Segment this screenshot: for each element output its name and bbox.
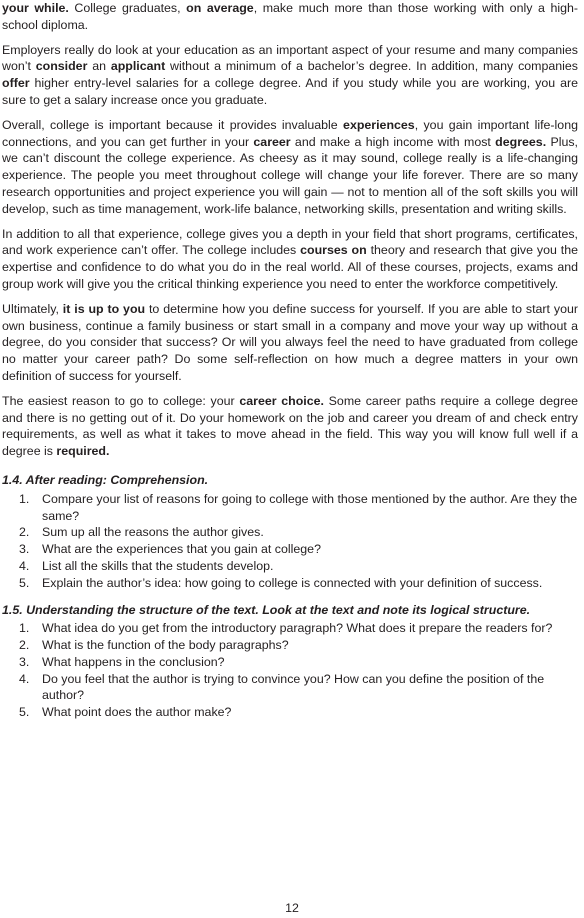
text-run: , make much more than those working with only a high-school diploma. bbox=[2, 1, 579, 32]
structure-questions bbox=[2, 620, 578, 721]
question-text: What are the experiences that you gain at college? bbox=[42, 542, 321, 557]
bold-term: experiences bbox=[343, 117, 415, 132]
structure-heading: 1.5. Understanding the structure of the text. Look at the text and note its logical structure. bbox=[2, 602, 531, 617]
bold-term: on average bbox=[186, 1, 254, 15]
paragraph bbox=[2, 301, 578, 385]
bold-term: your while. bbox=[2, 1, 69, 15]
question-text: Explain the author’s idea: how going to college is connected with your definition of success. bbox=[42, 575, 543, 590]
list-number: 4. bbox=[19, 558, 30, 573]
list-number: 3. bbox=[19, 542, 30, 557]
text-run: without a minimum of a bachelor’s degree. In addition, many companies bbox=[165, 59, 578, 74]
list-number: 1. bbox=[19, 621, 30, 636]
list-item bbox=[2, 671, 578, 705]
text-run: , you gain important life-long connections, and you can get further in your bbox=[2, 117, 578, 149]
text-run: In addition to all that experience, college gives you a depth in your field that short programs, certificates, and work experience can’t offer. The college includes bbox=[2, 226, 578, 258]
list-number: 5. bbox=[19, 575, 30, 590]
bold-term: required. bbox=[56, 444, 110, 459]
text-run: theory and research that give you the expertise and confidence to do what you do in the real world. All of these courses, projects, exams and group work will give you the critical thinking experience you need to enter the workforce competitively. bbox=[2, 243, 578, 291]
list-number: 4. bbox=[19, 671, 30, 686]
list-item bbox=[2, 491, 578, 525]
list-number: 2. bbox=[19, 525, 30, 540]
bold-term: consider bbox=[35, 59, 88, 74]
page-number: 12 bbox=[285, 901, 299, 915]
paragraph bbox=[2, 226, 578, 293]
list-number: 1. bbox=[19, 491, 30, 506]
question-text: What idea do you get from the introductory paragraph? What does it prepare the readers for? bbox=[42, 621, 553, 636]
bold-term: career bbox=[253, 134, 291, 149]
paragraph bbox=[2, 393, 578, 460]
text-run: an bbox=[87, 59, 111, 74]
body-text bbox=[2, 0, 578, 460]
list-number: 3. bbox=[19, 654, 30, 669]
text-run: Plus, we can’t discount the college experience. As cheesy as it may sound, college really is a life-changing experience. The people you meet throughout college will change your life forever. There are so many research opportunities and project experience you will gain — not to mention all of the soft skills you will develop, such as time management, work-life balance, networking skills, presentation and writing skills. bbox=[2, 134, 578, 216]
structure-section bbox=[2, 602, 578, 722]
list-item bbox=[2, 575, 578, 592]
bold-term: offer bbox=[2, 76, 30, 91]
bold-term: applicant bbox=[110, 59, 166, 74]
question-text: List all the skills that the students develop. bbox=[42, 558, 274, 573]
list-item bbox=[2, 637, 578, 654]
list-item bbox=[2, 524, 578, 541]
document-page bbox=[2, 0, 578, 721]
question-text: What point does the author make? bbox=[42, 705, 232, 720]
question-text: Do you feel that the author is trying to convince you? How can you define the position of the author? bbox=[42, 671, 545, 703]
comprehension-questions bbox=[2, 491, 578, 592]
text-run: and make a high income with most bbox=[290, 134, 496, 149]
list-item bbox=[2, 704, 578, 721]
bold-term: career choice. bbox=[239, 393, 324, 408]
comprehension-section bbox=[2, 472, 578, 592]
text-run: Overall, college is important because it provides invaluable bbox=[2, 117, 344, 132]
question-text: What is the function of the body paragraphs? bbox=[42, 638, 289, 653]
paragraph bbox=[2, 0, 578, 34]
paragraph bbox=[2, 117, 578, 218]
paragraph bbox=[2, 42, 578, 109]
question-text: Sum up all the reasons the author gives. bbox=[42, 525, 264, 540]
question-text: Compare your list of reasons for going to college with those mentioned by the author. Are they the same? bbox=[42, 491, 578, 523]
text-run: The easiest reason to go to college: your bbox=[2, 393, 240, 408]
list-number: 5. bbox=[19, 705, 30, 720]
text-run: College graduates, bbox=[68, 1, 187, 15]
list-item bbox=[2, 558, 578, 575]
text-run: to determine how you define success for yourself. If you are able to start your own business, continue a family business or start small in a company and move your way up without a degree, do you consider that success? Or will you always feel the need to have graduated from college no matter your career path? Do some self-reflection on how much a degree matters in your own definition of success for yourself. bbox=[2, 301, 578, 383]
text-run: Employers really do look at your education as an important aspect of your resume and many companies won’t bbox=[2, 42, 578, 74]
bold-term: courses on bbox=[300, 243, 367, 258]
comprehension-heading: 1.4. After reading: Comprehension. bbox=[2, 472, 209, 487]
question-text: What happens in the conclusion? bbox=[42, 654, 225, 669]
text-run: Ultimately, bbox=[2, 301, 63, 316]
list-item bbox=[2, 654, 578, 671]
text-run: Some career paths require a college degree and there is no getting out of it. Do your homework on the job and career you dream of and check entry requirements, as well as what it takes to move ahead in the field. This way you will know full well if a degree is bbox=[2, 393, 578, 459]
list-item bbox=[2, 620, 578, 637]
bold-term: degrees. bbox=[495, 134, 547, 149]
text-run: higher entry-level salaries for a college degree. And if you study while you are working, you are sure to get a salary increase once you graduate. bbox=[2, 76, 578, 107]
list-item bbox=[2, 541, 578, 558]
bold-term: it is up to you bbox=[62, 301, 146, 316]
list-number: 2. bbox=[19, 638, 30, 653]
